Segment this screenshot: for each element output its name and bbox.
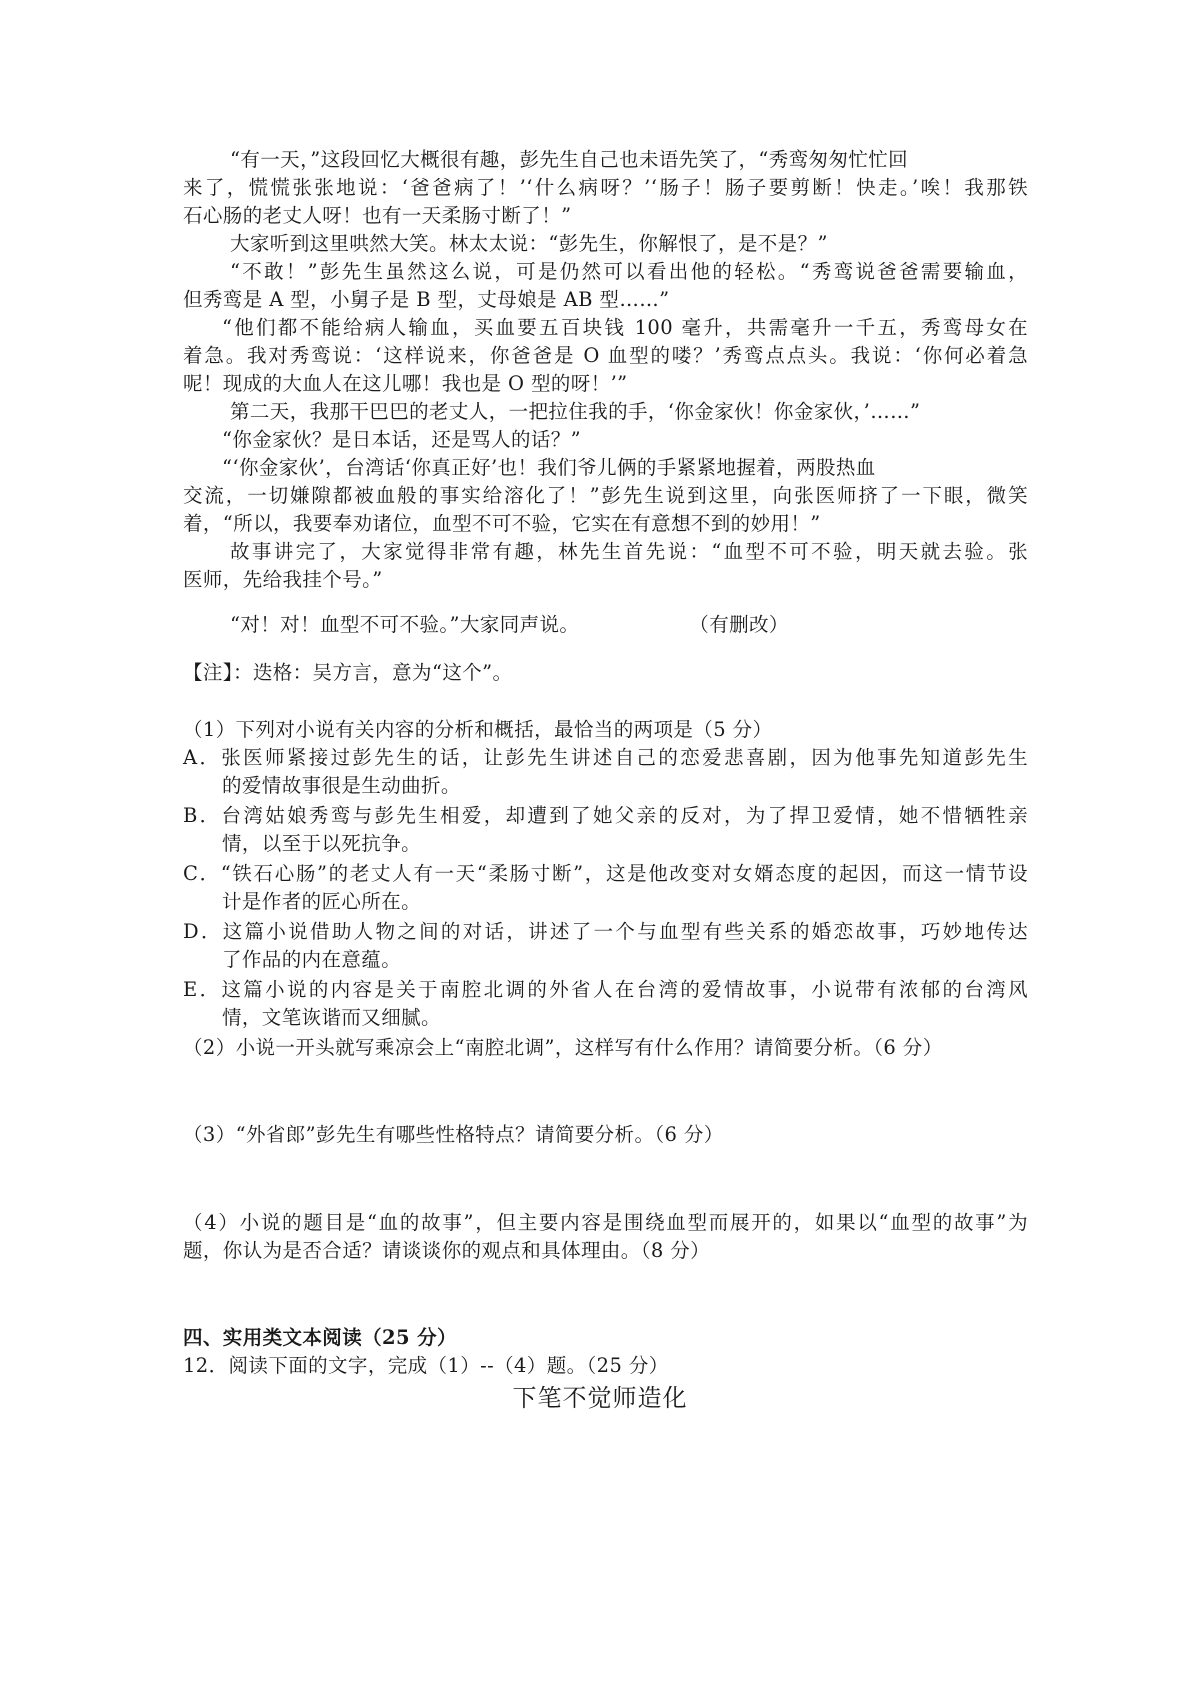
question-4-cont: 题，你认为是否合适？请谈谈你的观点和具体理由。（8 分） [183,1239,711,1262]
option-d-cont: 了作品的内在意蕴。 [222,948,402,971]
annotation-note: 【注】：迭格：吴方言，意为“这个”。 [183,661,513,684]
paragraph-line: 着，“所以，我要奉劝诸位，血型不可不验，它实在有意想不到的妙用！” [183,512,821,535]
paragraph-line: 着急。我对秀鸾说：‘这样说来，你爸爸是 O 血型的喽？’秀鸾点点头。我说：‘你何必着急 [183,344,1028,367]
paragraph-line: “他们都不能给病人输血，买血要五百块钱 100 毫升，共需毫升一千五，秀鸾母女在 [222,316,1028,339]
paragraph-line: 医师，先给我挂个号。” [183,568,383,591]
option-a-cont: 的爱情故事很是生动曲折。 [222,774,461,797]
option-a: A．张医师紧接过彭先生的话，让彭先生讲述自己的恋爱悲喜剧，因为他事先知道彭先生 [183,746,1028,769]
article-title: 下笔不觉师造化 [512,1384,688,1412]
paragraph-line: 来了，慌慌张张地说：‘爸爸病了！’‘什么病呀？’‘肠子！肠子要剪断！快走。’唉！我那铁 [183,176,1028,199]
question-4: （4）小说的题目是“血的故事”，但主要内容是围绕血型而展开的，如果以“血型的故事”为 [183,1211,1028,1234]
paragraph-line: “你金家伙？是日本话，还是骂人的话？” [222,428,582,451]
option-c-cont: 计是作者的匠心所在。 [222,890,422,913]
option-b: B．台湾姑娘秀鸾与彭先生相爱，却遭到了她父亲的反对，为了捍卫爱情，她不惜牺牲亲 [183,804,1028,827]
option-e: E．这篇小说的内容是关于南腔北调的外省人在台湾的爱情故事，小说带有浓郁的台湾风 [183,978,1028,1001]
paragraph-line: 但秀鸾是 A 型，小舅子是 B 型，丈母娘是 AB 型……” [183,288,670,311]
section-heading: 四、实用类文本阅读（25 分） [183,1326,457,1349]
paragraph-line-with-note [230,612,1028,638]
paragraph-line: 故事讲完了，大家觉得非常有趣，林先生首先说：“血型不可不验，明天就去验。张 [230,540,1028,563]
paragraph-line: 呢！现成的大血人在这儿哪！我也是 O 型的呀！’” [183,372,628,395]
paragraph-line: 大家听到这里哄然大笑。林太太说：“彭先生，你解恨了，是不是？” [230,232,828,255]
option-d: D．这篇小说借助人物之间的对话，讲述了一个与血型有些关系的婚恋故事，巧妙地传达 [183,920,1028,943]
option-e-cont: 情，文笔诙谐而又细腻。 [222,1006,441,1029]
option-b-cont: 情，以至于以死抗争。 [222,832,422,855]
paragraph-line: 第二天，我那干巴巴的老丈人，一把拉住我的手，‘你金家伙！你金家伙，’……” [230,400,921,423]
paragraph-line: “有一天，”这段回忆大概很有趣，彭先生自己也未语先笑了，“秀鸾匆匆忙忙回 [230,148,909,171]
question-1: （1）下列对小说有关内容的分析和概括，最恰当的两项是（5 分） [183,718,773,741]
closing-line: “对！对！血型不可不验。”大家同声说。 [230,613,580,636]
question-2: （2）小说一开头就写乘凉会上“南腔北调”，这样写有什么作用？请简要分析。（6 分） [183,1036,943,1059]
abridged-note: （有删改） [689,613,789,636]
instruction-line: 12．阅读下面的文字，完成（1）--（4）题。（25 分） [183,1354,669,1377]
question-3: （3）“外省郎”彭先生有哪些性格特点？请简要分析。（6 分） [183,1123,724,1146]
option-c: C．“铁石心肠”的老丈人有一天“柔肠寸断”，这是他改变对女婿态度的起因，而这一情节设 [183,862,1028,885]
paragraph-line: “不敢！”彭先生虽然这么说，可是仍然可以看出他的轻松。“秀鸾说爸爸需要输血， [230,260,1028,283]
paragraph-line: 石心肠的老丈人呀！也有一天柔肠寸断了！” [183,204,572,227]
paragraph-line: “‘你金家伙’，台湾话‘你真正好’也！我们爷儿俩的手紧紧地握着，两股热血 [222,456,876,479]
paragraph-line: 交流，一切嫌隙都被血般的事实给溶化了！”彭先生说到这里，向张医师挤了一下眼，微笑 [183,484,1028,507]
